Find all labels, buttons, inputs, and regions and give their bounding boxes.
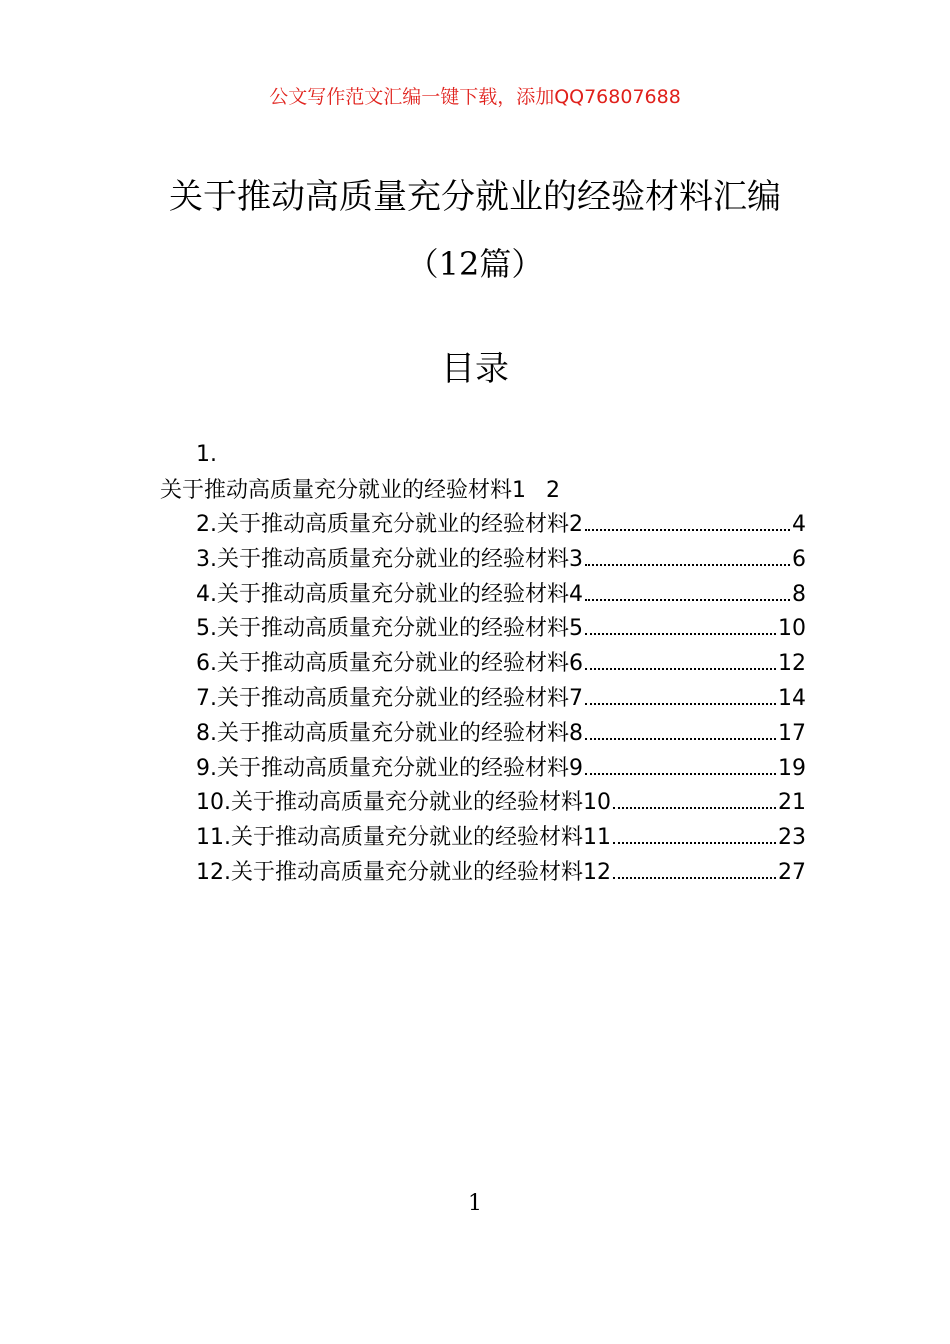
- subtitle-count: 12: [438, 245, 480, 283]
- toc-entry-text: 2.关于推动高质量充分就业的经验材料2: [196, 512, 583, 537]
- toc-entry-text: 6.关于推动高质量充分就业的经验材料6: [196, 651, 583, 677]
- toc-entry-text: 3.关于推动高质量充分就业的经验材料3: [196, 546, 583, 572]
- toc-dot-leader: [585, 598, 790, 601]
- toc-dot-leader: [585, 772, 776, 775]
- toc-entry-page: 19: [778, 755, 806, 781]
- toc-first-entry-page: 2: [546, 478, 560, 503]
- promo-header-note: 公文写作范文汇编一键下载，添加QQ76807688: [269, 86, 681, 108]
- page-number: 1: [468, 1191, 482, 1216]
- subtitle-close-paren: ）: [511, 245, 544, 283]
- toc-dot-leader: [613, 876, 776, 879]
- toc-entry-text: 11.关于推动高质量充分就业的经验材料11: [196, 825, 611, 851]
- toc-dot-leader: [585, 702, 776, 705]
- document-subtitle: [0, 242, 950, 286]
- toc-entry[interactable]: [196, 580, 806, 615]
- toc-list: [196, 510, 806, 893]
- toc-dot-leader: [613, 806, 776, 809]
- toc-entry-text: 10.关于推动高质量充分就业的经验材料10: [196, 790, 611, 816]
- toc-first-entry-number: 1.: [196, 442, 217, 467]
- toc-entry-page: 12: [778, 651, 806, 677]
- toc-entry-page: 17: [778, 720, 806, 746]
- subtitle-unit: 篇: [479, 245, 512, 283]
- toc-entry[interactable]: [196, 649, 806, 684]
- toc-entry-text: 9.关于推动高质量充分就业的经验材料9: [196, 755, 583, 781]
- document-title: 关于推动高质量充分就业的经验材料汇编: [169, 177, 781, 217]
- toc-dot-leader: [585, 563, 790, 566]
- toc-entry-page: 6: [792, 546, 806, 572]
- toc-first-entry-text: 关于推动高质量充分就业的经验材料1: [160, 478, 526, 503]
- toc-entry[interactable]: [196, 754, 806, 789]
- toc-entry[interactable]: [196, 858, 806, 893]
- toc-dot-leader: [585, 632, 776, 635]
- subtitle-open-paren: （: [406, 245, 439, 283]
- toc-entry[interactable]: [196, 719, 806, 754]
- toc-entry[interactable]: [196, 788, 806, 823]
- toc-dot-leader: [613, 841, 776, 844]
- toc-entry-text: 8.关于推动高质量充分就业的经验材料8: [196, 720, 583, 746]
- toc-entry-page: 21: [778, 790, 806, 816]
- toc-entry-text: 12.关于推动高质量充分就业的经验材料12: [196, 859, 611, 885]
- toc-entry-page: 23: [778, 825, 806, 851]
- toc-entry-text: 5.关于推动高质量充分就业的经验材料5: [196, 616, 583, 642]
- toc-entry-page: 4: [792, 512, 806, 537]
- toc-entry[interactable]: [196, 510, 806, 545]
- toc-entry-page: 27: [778, 859, 806, 885]
- toc-first-entry[interactable]: [160, 476, 560, 506]
- toc-dot-leader: [585, 667, 776, 670]
- toc-entry[interactable]: [196, 684, 806, 719]
- toc-entry[interactable]: [196, 545, 806, 580]
- toc-entry-page: 14: [778, 685, 806, 711]
- toc-entry-page: 8: [792, 581, 806, 607]
- toc-dot-leader: [585, 737, 776, 740]
- toc-entry[interactable]: [196, 823, 806, 858]
- toc-entry-page: 10: [778, 616, 806, 642]
- toc-entry[interactable]: [196, 614, 806, 649]
- toc-entry-text: 4.关于推动高质量充分就业的经验材料4: [196, 581, 583, 607]
- toc-heading: 目录: [441, 349, 509, 389]
- toc-dot-leader: [585, 528, 790, 531]
- toc-entry-text: 7.关于推动高质量充分就业的经验材料7: [196, 685, 583, 711]
